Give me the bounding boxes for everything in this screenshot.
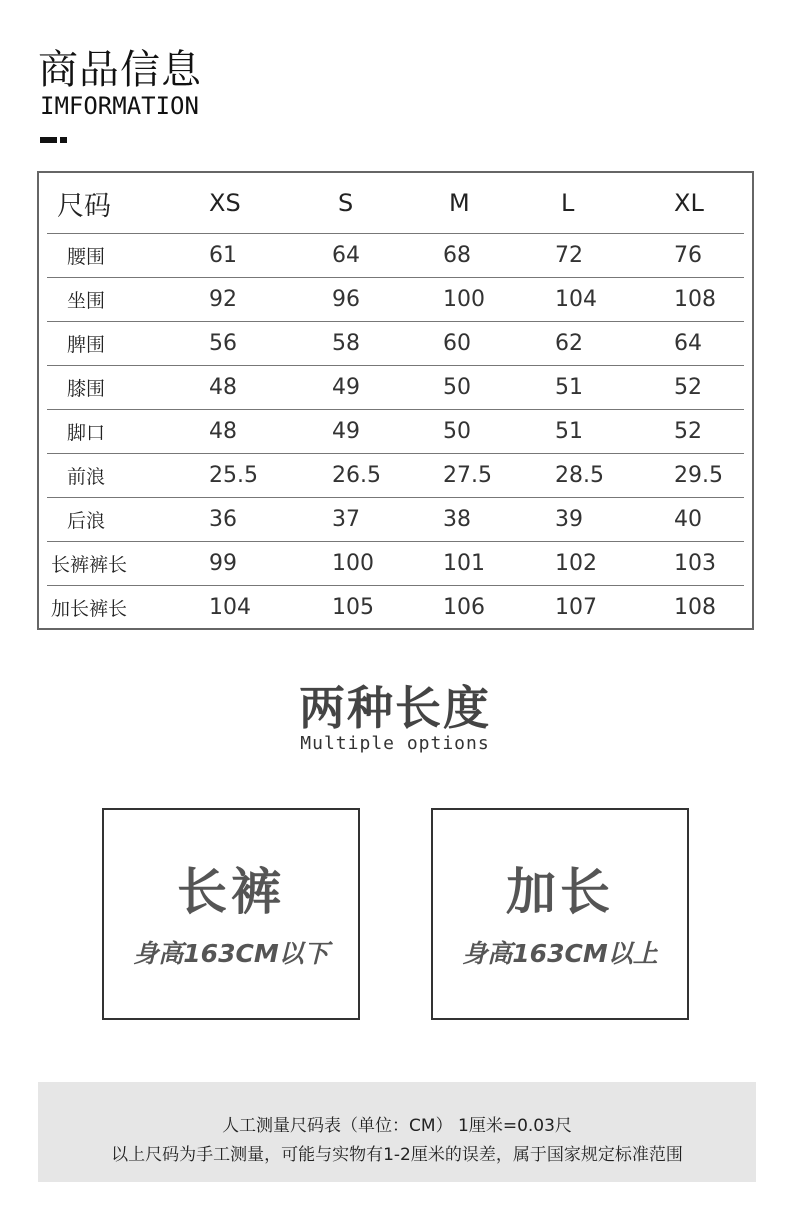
table-cell: 50 [443,418,471,444]
table-cell: 38 [443,506,471,532]
table-row [47,365,744,410]
table-cell: 49 [332,418,360,444]
option-box-regular [102,808,360,1020]
table-cell: 52 [674,418,702,444]
header-cell-xs: XS [209,189,241,217]
table-row [47,233,744,278]
table-cell: 104 [555,286,597,312]
header-cell-s: S [338,189,354,217]
section-title: 两种长度 [299,681,491,735]
row-label: 前浪 [67,465,106,488]
table-cell: 68 [443,242,471,268]
row-label: 坐围 [67,289,106,312]
table-cell: 51 [555,374,583,400]
title-underline-mark [40,137,68,143]
row-label: 后浪 [67,509,106,532]
option-condition: 身高163CM以上 [462,939,658,968]
note-line-2: 以上尺码为手工测量，可能与实物有1-2厘米的误差，属于国家规定标准范围 [111,1145,683,1165]
table-cell: 64 [674,330,702,356]
table-cell: 61 [209,242,237,268]
table-row [47,541,744,586]
table-cell: 107 [555,594,597,620]
table-cell: 108 [674,286,716,312]
option-box-long [431,808,689,1020]
table-cell: 106 [443,594,485,620]
table-cell: 39 [555,506,583,532]
table-cell: 51 [555,418,583,444]
table-cell: 37 [332,506,360,532]
table-row [47,277,744,322]
row-label: 长裤裤长 [51,553,128,576]
header-cell-xl: XL [674,189,704,217]
table-row [47,585,744,629]
table-cell: 56 [209,330,237,356]
table-cell: 62 [555,330,583,356]
page-subtitle: IMFORMATION [40,92,199,120]
row-label: 脾围 [67,333,106,356]
note-box [38,1082,756,1182]
table-cell: 50 [443,374,471,400]
table-row [47,453,744,498]
table-cell: 58 [332,330,360,356]
row-label: 膝围 [67,377,106,400]
table-cell: 52 [674,374,702,400]
table-cell: 101 [443,550,485,576]
table-cell: 27.5 [443,462,492,488]
table-cell: 64 [332,242,360,268]
table-cell: 99 [209,550,237,576]
option-name: 长裤 [177,863,285,921]
table-cell: 48 [209,418,237,444]
page-title: 商品信息 [38,47,202,93]
size-table [37,171,754,630]
table-cell: 100 [443,286,485,312]
header-cell-m: M [449,189,470,217]
table-cell: 72 [555,242,583,268]
table-header-row [47,173,744,234]
table-cell: 49 [332,374,360,400]
section-subtitle: Multiple options [300,733,490,754]
table-cell: 25.5 [209,462,258,488]
table-cell: 48 [209,374,237,400]
table-cell: 60 [443,330,471,356]
table-cell: 76 [674,242,702,268]
table-cell: 40 [674,506,702,532]
option-condition: 身高163CM以下 [133,939,329,968]
table-cell: 105 [332,594,374,620]
table-row [47,497,744,542]
table-cell: 108 [674,594,716,620]
table-cell: 100 [332,550,374,576]
table-cell: 36 [209,506,237,532]
table-cell: 104 [209,594,251,620]
table-cell: 28.5 [555,462,604,488]
note-line-1: 人工测量尺码表（单位：CM） 1厘米=0.03尺 [222,1116,572,1136]
row-label: 加长裤长 [51,597,128,620]
option-name: 加长 [506,863,614,921]
table-cell: 26.5 [332,462,381,488]
table-row [47,321,744,366]
row-label: 脚口 [67,421,106,444]
header-cell-size: 尺码 [57,190,111,222]
table-cell: 29.5 [674,462,723,488]
table-cell: 102 [555,550,597,576]
table-cell: 96 [332,286,360,312]
table-row [47,409,744,454]
header-cell-l: L [561,189,575,217]
table-cell: 92 [209,286,237,312]
table-cell: 103 [674,550,716,576]
row-label: 腰围 [67,245,106,268]
